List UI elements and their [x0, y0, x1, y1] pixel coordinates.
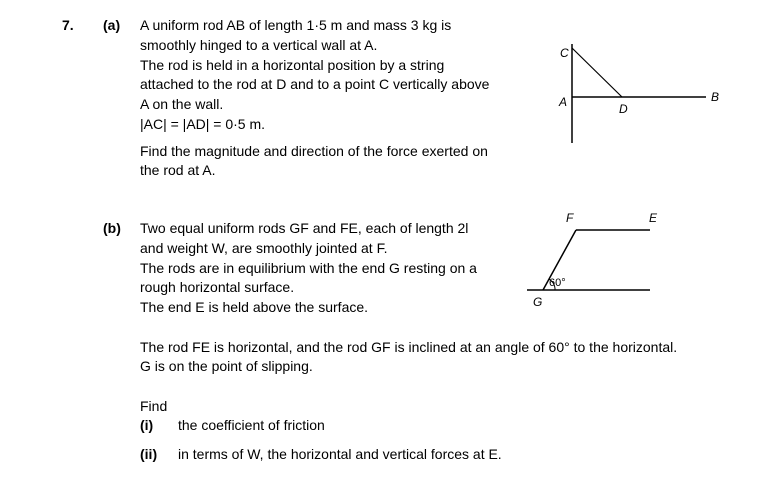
part-a-line-6: |AC| = |AD| = 0·5 m. — [140, 116, 266, 132]
part-b-line-2: and weight W, are smoothly jointed at F. — [140, 240, 388, 256]
label-a: A — [559, 95, 568, 109]
label-b: B — [711, 90, 720, 104]
part-a-line-4: attached to the rod at D and to a point C vertically above — [140, 76, 490, 92]
part-b-extra-line-1: The rod FE is horizontal, and the rod GF is inclined at an angle of 60° to the horizontal. — [140, 339, 678, 355]
label-f: F — [566, 211, 574, 225]
sub-item-ii-label: (ii) — [140, 446, 158, 462]
sub-item-i-text: the coefficient of friction — [178, 417, 325, 433]
diagram-b — [527, 211, 658, 309]
part-a-label: (a) — [103, 17, 121, 33]
sub-item-ii-text: in terms of W, the horizontal and vertical forces at E. — [178, 446, 502, 462]
part-b-extra-line-2: G is on the point of slipping. — [140, 358, 313, 374]
label-d: D — [619, 102, 628, 116]
label-g: G — [533, 295, 543, 309]
sub-item-i-label: (i) — [140, 417, 154, 433]
part-a-task-line-2: the rod at A. — [140, 162, 216, 178]
part-a-line-1: A uniform rod AB of length 1·5 m and mass 3 kg is — [140, 17, 452, 33]
part-b-line-1: Two equal uniform rods GF and FE, each of length 2l — [140, 220, 469, 236]
question-number: 7. — [62, 17, 74, 33]
part-a-task-line-1: Find the magnitude and direction of the force exerted on — [140, 143, 488, 159]
part-a-line-5: A on the wall. — [140, 96, 224, 112]
part-b-line-4: rough horizontal surface. — [140, 279, 295, 295]
part-b-label: (b) — [103, 220, 121, 236]
find-label: Find — [140, 398, 168, 414]
diagram-a — [558, 44, 719, 143]
string-cd — [572, 48, 622, 97]
label-c: C — [560, 46, 569, 60]
part-b-line-3: The rods are in equilibrium with the end G resting on a — [140, 260, 477, 276]
label-e: E — [649, 211, 658, 225]
part-b-line-5: The end E is held above the surface. — [140, 299, 369, 315]
angle-label: 60° — [549, 277, 566, 289]
part-a-line-3: The rod is held in a horizontal position by a string — [140, 57, 445, 73]
part-a-line-2: smoothly hinged to a vertical wall at A. — [140, 37, 378, 53]
